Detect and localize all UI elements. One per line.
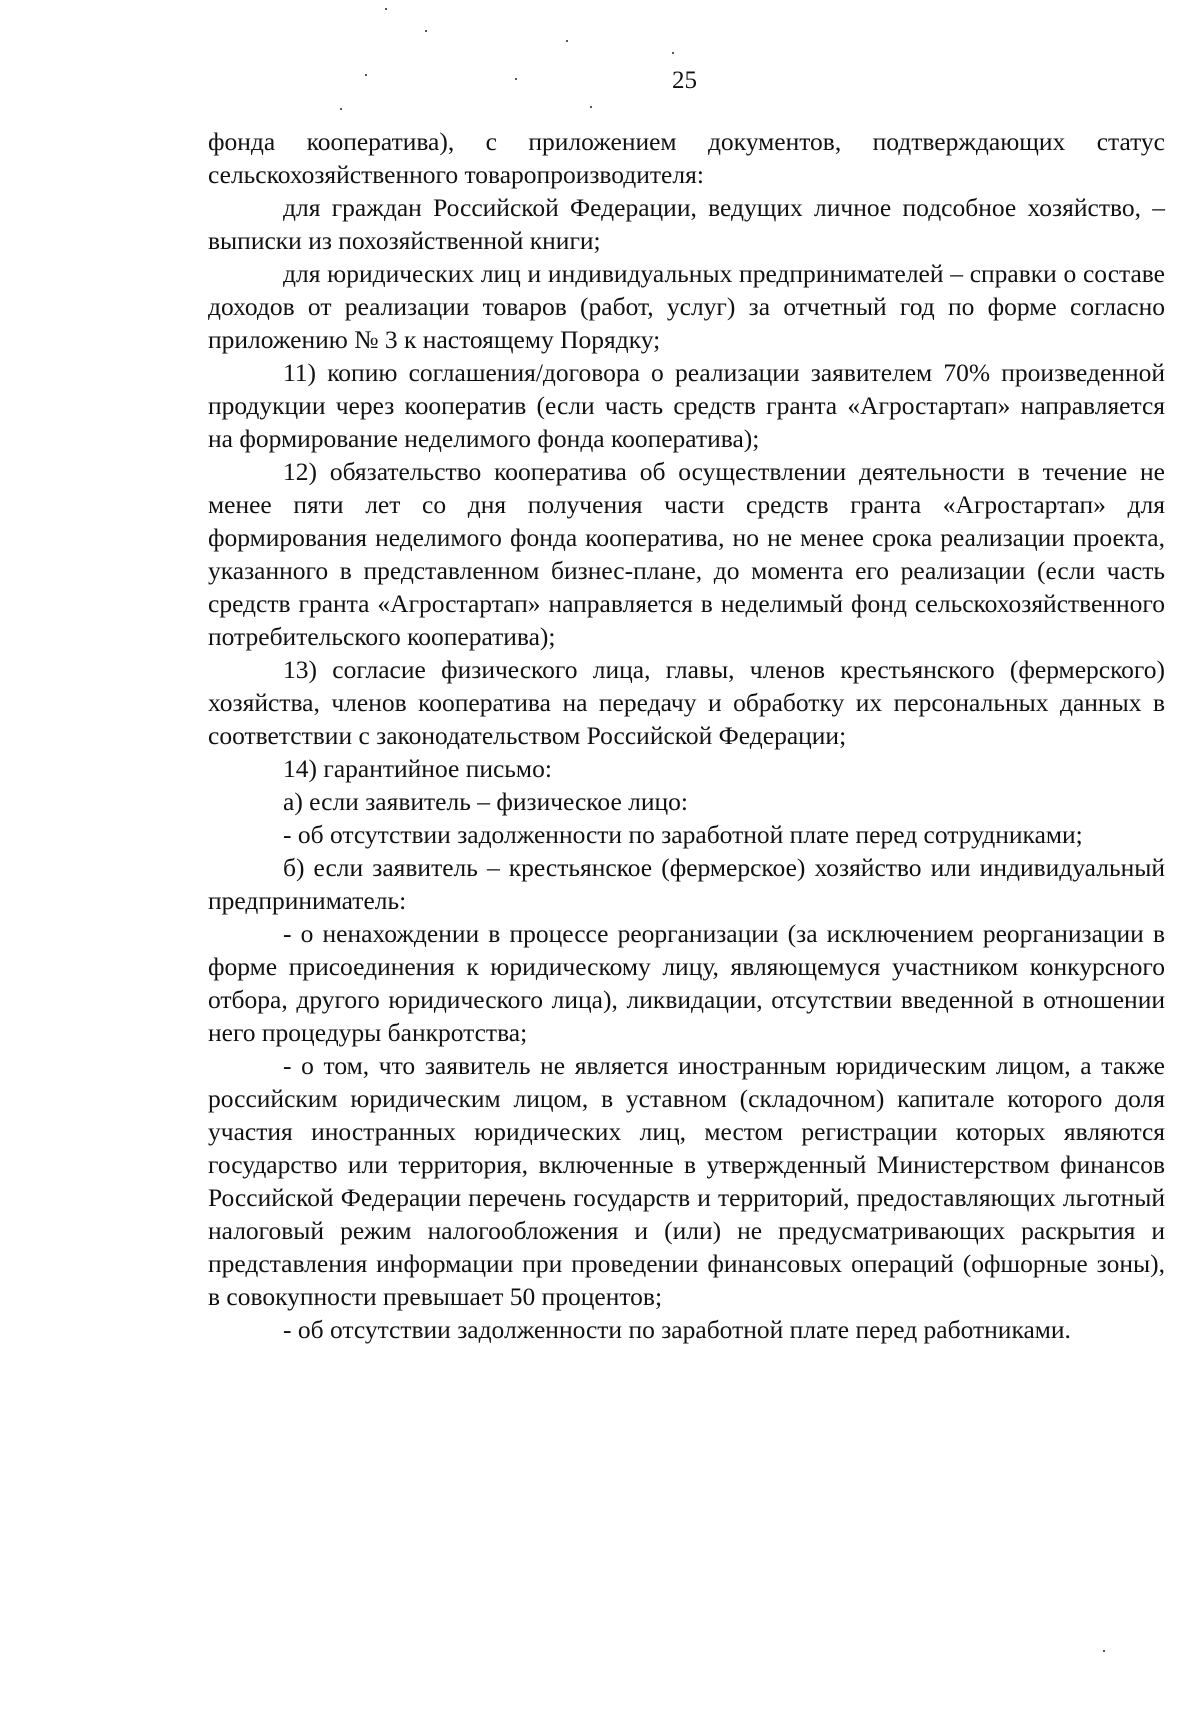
- paragraph-not-foreign-entity: - о том, что заявитель не является иностранным юридическим лицом, а также российским юридическим лицом, в уставном (складочном) капитале которого доля участия иностранных юридических лиц, местом регистрации которых являются государство или территория, включенные в утвержденный Министерством финансов Российской Федерации перечень государств и территорий, предоставляющих льготный налоговый режим налогообложения и (или) не предусматривающих раскрытия и представления информации при проведении финансовых операций (офшорные зоны), в совокупности превышает 50 процентов;: [208, 1051, 1165, 1311]
- scan-speck: [385, 8, 387, 10]
- scan-speck: [340, 108, 342, 110]
- paragraph-item-14: 14) гарантийное письмо:: [283, 754, 552, 783]
- paragraph-continuation: фонда кооператива), с приложением документов, подтверждающих статус сельскохозяйственного товаропроизводителя:: [208, 127, 1165, 189]
- scan-speck: [1103, 1650, 1105, 1652]
- paragraph-legal-entities: для юридических лиц и индивидуальных предпринимателей – справки о составе доходов от реализации товаров (работ, услуг) за отчетный год по форме согласно приложению № 3 к настоящему Порядку;: [208, 259, 1165, 354]
- scan-speck: [672, 52, 674, 54]
- paragraph-citizens: для граждан Российской Федерации, ведущих личное подсобное хозяйство, – выписки из похозяйственной книги;: [208, 193, 1165, 255]
- scan-speck: [515, 78, 517, 80]
- paragraph-subitem-b: б) если заявитель – крестьянское (фермерское) хозяйство или индивидуальный предприниматель:: [208, 853, 1165, 915]
- page-number: 25: [672, 67, 697, 94]
- paragraph-item-11: 11) копию соглашения/договора о реализации заявителем 70% произведенной продукции через кооператив (если часть средств гранта «Агростартап» направляется на формирование неделимого фонда кооператива);: [208, 358, 1165, 453]
- paragraph-subitem-a: а) если заявитель – физическое лицо:: [283, 787, 689, 816]
- scan-speck: [566, 40, 568, 42]
- document-body: [208, 125, 1165, 1346]
- paragraph-no-wage-debt-staff: - об отсутствии задолженности по заработной плате перед сотрудниками;: [283, 820, 1083, 849]
- paragraph-item-13: 13) согласие физического лица, главы, членов крестьянского (фермерского) хозяйства, членов кооператива на передачу и обработку их персональных данных в соответствии с законодательством Российской Федерации;: [208, 655, 1165, 750]
- paragraph-not-reorganizing: - о ненахождении в процессе реорганизации (за исключением реорганизации в форме присоединения к юридическому лицу, являющемуся участником конкурсного отбора, другого юридического лица), ликвидации, отсутствии введенной в отношении него процедуры банкротства;: [208, 919, 1165, 1047]
- paragraph-no-wage-debt-workers: - об отсутствии задолженности по заработной плате перед работниками.: [283, 1315, 1071, 1344]
- scan-speck: [425, 30, 427, 32]
- scan-speck: [365, 74, 367, 76]
- paragraph-item-12: 12) обязательство кооператива об осуществлении деятельности в течение не менее пяти лет со дня получения части средств гранта «Агростартап» для формирования неделимого фонда кооператива, но не менее срока реализации проекта, указанного в представленном бизнес-плане, до момента его реализации (если часть средств гранта «Агростартап» направляется в неделимый фонд сельскохозяйственного потребительского кооператива);: [208, 457, 1165, 651]
- scan-speck: [590, 106, 592, 108]
